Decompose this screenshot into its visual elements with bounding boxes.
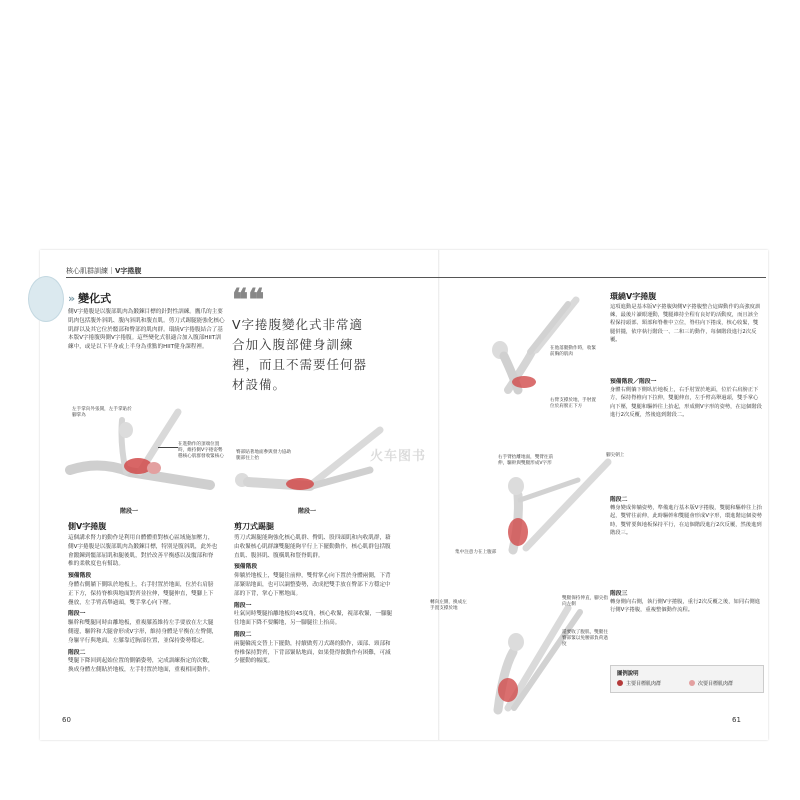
- chevron-icon: »: [68, 292, 76, 305]
- fig1-annotation-1: 在他落腿動作時，收緊前胸的肌肉: [550, 346, 596, 357]
- scissor-phase1-heading: 階段一: [234, 602, 252, 609]
- fig3-annotation-3: 還要收了腹肌，雙腿往臀部緊以免腰部負荷過度: [562, 630, 608, 647]
- header-rule: [66, 277, 766, 278]
- side-v-phase1: 驅幹和雙腿同時由離地板，重複膝蓋維持左手要放在左大腿側邊，驅幹和大腿會形成V字形，維持身體是平衡在左臀側，身軀平行與地面，左膝靠近胸部位置，並保持姿勢穩定。: [68, 620, 218, 644]
- header-bold: V字捲腹: [115, 267, 142, 275]
- scissor-phase1: 吐氣同時雙腿抬離地板約45度角，核心收緊，視部收緊，一腳腿往地面下降不要觸地，另一腳腿往上抬高。: [234, 611, 393, 627]
- side-fig-stage: 階段一: [120, 508, 139, 515]
- intro-paragraph: 側V字捲腹是以腹部肌肉為鍛鍊目標的針對性訓練。鷹爪的主要肌肉包括腹外斜肌、腹內斜肌和腹直肌。剪刀式踢腿能強化核心肌群以及其它位於髖部和臀部的肌肉群。環繞V字捲腹結合了基本版V字捲腹與側V字捲腹。這些變化式很適合加入腹部HIIT訓練中，或是以下半身或上半身為重點的HIIT健身課程裡。: [68, 309, 225, 351]
- scissor-phase2: 兩腿輪流交替上下擺動，持續做剪刀式踢的動作，頭部、頸部和脊椎保持對齊，下背部緊貼地面，如果覺得做動作有困難，可減少擺動的幅度。: [234, 640, 391, 665]
- legend-primary-label: 主要目標肌肉群: [626, 681, 662, 687]
- fig3-annotation-2: 雙腿保持伸直，腳尖指向左側: [562, 596, 608, 607]
- side-v-prep: 身體右側躺下側臥於地板上，右手肘置於地面，位於右肩膀正下方，保持脊椎與地面對齊並拉伸，雙腿伸直，雙腳上下疊放，左手臂高舉過頭，雙手掌心向下壓。: [68, 581, 214, 606]
- circle-v-phase2-block: [610, 496, 762, 537]
- circle-v-phase3-heading: 階段三: [610, 591, 628, 597]
- circle-v-phase2: 轉身變成仰躺姿勢，準備進行基本版V字捲腹，雙腿和驅幹往上抬起，雙臂往前伸，此時驅幹和雙腿會形成V字形，環進階這個姿勢時，雙臂要與地板保持平行，在這個階段進行2次反覆，然後進到階段三。: [610, 505, 762, 536]
- gutter: [438, 250, 440, 740]
- decorative-circle: [28, 276, 64, 322]
- circle-v-prep: 身體右側躺下側臥於地板上，右手肘置於地面，位於右肩膀正下方，保持脊椎向下拉伸，雙腿伸直，左手臂高舉過頭，雙手掌心向下壓，雙腿和驅幹往上抬起，形成側V字形的姿勢，在這個階段進行2次反覆，然後進到階段二。: [610, 387, 762, 418]
- legend-box: [610, 665, 764, 693]
- legend-secondary-label: 次要目標肌肉群: [698, 681, 734, 687]
- side-fig-annotation-2: 在進動作的頂端位置時，維持側V字捲姿勢穩核心肌群發收緊核心: [178, 442, 224, 459]
- scissor-title: 剪刀式踢腿: [234, 522, 274, 531]
- scissor-phase2-heading: 階段二: [234, 631, 252, 638]
- side-v-intro: 這個講求腎力的動作是利用自體體重對核心區域施加壓力，側V字捲腹是以腹部肌肉為鍛鍊目標，特別是腹斜肌，此外也會鍛鍊到髖部屈肌和腿後肌，對於改善平衡感以及髖部和脊椎的柔軟度也有幫助。: [68, 535, 218, 568]
- section-title-text: 變化式: [78, 292, 112, 305]
- fig3-annotation-1: 轉向左側，換成左手置支撐於地: [430, 600, 467, 611]
- side-v-phase1-heading: 階段一: [68, 611, 86, 618]
- side-v-prep-heading: 預備階段: [68, 573, 92, 580]
- circle-v-prep-block: [610, 378, 762, 419]
- circle-v-phase3: 轉身側向右側，執行側V字捲腹，重行2次反覆之後，如同右側進行側V字捲腹，重複整個動作流程。: [610, 599, 761, 614]
- circle-v-prep-heading: 預備階段／階段一: [610, 379, 657, 385]
- section-title: [68, 290, 111, 306]
- circle-v-phase2-heading: 階段二: [610, 497, 628, 503]
- fig2-annotation-1: 右手臂抬離地面，雙臂往前伸，驅幹與雙腿形成V字形: [498, 455, 554, 466]
- side-v-text: [68, 534, 218, 675]
- side-v-phase2: 雙腿下降回到起始位置的側躺姿勢，完成訓練指定的次數，換成身體左側貼於地板，左手肘置於地面，重複相同動作。: [68, 658, 214, 674]
- header-prefix: 核心肌群訓練｜: [66, 267, 115, 275]
- circle-v-title: 環繞V字捲腹: [610, 292, 657, 301]
- pull-quote: V字捲腹變化式非常適合加入腹部健身訓練裡，而且不需要任何器材設備。: [232, 317, 368, 392]
- watermark: 火车图书: [370, 449, 427, 464]
- fig2-annotation-3: 腳尖朝上: [606, 453, 625, 458]
- fig1-annotation-2: 右臂支撐於地，手肘置位於肩膀正下方: [550, 398, 596, 409]
- page-number-left: 60: [62, 716, 71, 724]
- secondary-muscle-swatch: [689, 680, 695, 686]
- circle-v-phase3-block: [610, 590, 762, 615]
- fig2-annotation-2: 集中注意力在上腹部: [455, 550, 497, 555]
- book-spread: [40, 250, 768, 740]
- scissor-intro: 剪刀式踢腿能夠強化核心肌群、臀肌、股四頭肌和內收肌群，藉由收緊核心肌群讓雙腿能夠平行上下擺動動作，核心肌群包括腹直肌、腹斜肌、腹橫肌和豎脊肌群。: [234, 535, 391, 559]
- leader-line: [158, 447, 178, 448]
- circle-v-intro: 這項進動是基本版V字捲腹與側V字捲腹整合這緯動作的高強度訓練，最後片讀眼運動，雙腿維持全程有良好的活動度，而且該全程保持頭部、頸部和脊椎中立位，脊柱向下捲成，核心收緊，雙腿併攏，依序執行階段一、二和三的動作，每個階段進行2次反覆。: [610, 304, 761, 343]
- side-v-phase2-heading: 階段二: [68, 649, 86, 656]
- quote-mark-icon: ❝❝: [232, 283, 265, 318]
- primary-muscle-swatch: [617, 680, 623, 686]
- running-header: [66, 266, 141, 276]
- scissor-fig-annotation: 臀部貼著地面參與發力協助腿部往上抬: [236, 450, 292, 461]
- scissor-prep: 仰躺於地板上，雙腿往前伸，雙臂掌心向下置於身體兩側，下背部緊貼地面，也可以調整姿勢，改成把雙手放在臀部下方穩定中部的下背，掌心下壓地面。: [234, 573, 391, 597]
- scissor-fig-stage: 階段一: [298, 508, 317, 515]
- legend-title: 圖例說明: [617, 671, 639, 677]
- circle-v-figure-3: [458, 590, 608, 720]
- page-number-right: 61: [732, 716, 741, 724]
- scissor-text: [234, 534, 394, 666]
- scissor-prep-heading: 預備階段: [234, 564, 258, 571]
- side-fig-annotation-1: 左手掌向外張開，左手掌貼於腳掌為: [72, 407, 132, 418]
- side-v-title: 側V字捲腹: [68, 522, 107, 531]
